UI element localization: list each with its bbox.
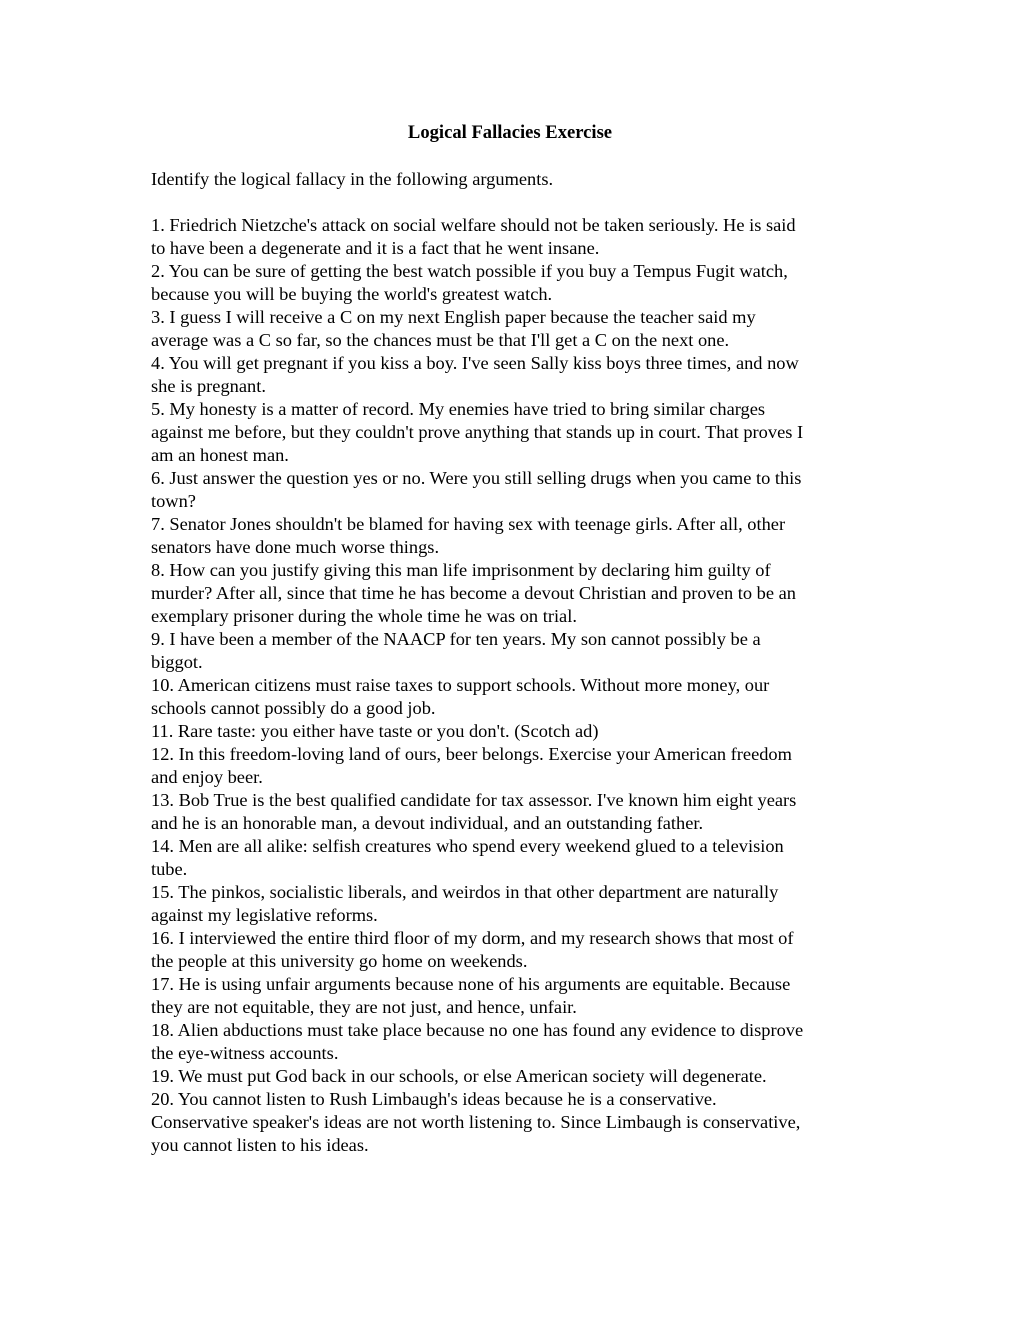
question-line: average was a C so far, so the chances must be that I'll get a C on the next one. <box>151 330 730 350</box>
question-line: 11. Rare taste: you either have taste or you don't. (Scotch ad) <box>151 721 599 741</box>
question-line: and he is an honorable man, a devout individual, and an outstanding father. <box>151 813 704 833</box>
question-line: schools cannot possibly do a good job. <box>151 698 436 718</box>
question-item <box>151 260 871 306</box>
question-item <box>151 352 871 398</box>
question-line: 3. I guess I will receive a C on my next English paper because the teacher said my <box>151 307 756 327</box>
question-item <box>151 789 871 835</box>
question-item <box>151 835 871 881</box>
question-item <box>151 214 871 260</box>
question-line: 17. He is using unfair arguments because none of his arguments are equitable. Because <box>151 974 791 994</box>
question-item <box>151 927 871 973</box>
question-line: because you will be buying the world's greatest watch. <box>151 284 553 304</box>
question-line: 7. Senator Jones shouldn't be blamed for having sex with teenage girls. After all, other <box>151 514 786 534</box>
question-line: you cannot listen to his ideas. <box>151 1135 369 1155</box>
question-line: 10. American citizens must raise taxes to support schools. Without more money, our <box>151 675 770 695</box>
question-line: 19. We must put God back in our schools, or else American society will degenerate. <box>151 1066 767 1086</box>
question-item <box>151 1065 871 1088</box>
question-line: 8. How can you justify giving this man life imprisonment by declaring him guilty of <box>151 560 771 580</box>
question-line: and enjoy beer. <box>151 767 263 787</box>
question-item <box>151 720 871 743</box>
question-line: 4. You will get pregnant if you kiss a boy. I've seen Sally kiss boys three times, and now <box>151 353 799 373</box>
question-line: 12. In this freedom-loving land of ours, beer belongs. Exercise your American freedom <box>151 744 792 764</box>
question-line: the eye-witness accounts. <box>151 1043 339 1063</box>
question-item <box>151 467 871 513</box>
question-item <box>151 881 871 927</box>
question-line: senators have done much worse things. <box>151 537 440 557</box>
question-line: 1. Friedrich Nietzche's attack on social welfare should not be taken seriously. He is said <box>151 215 796 235</box>
question-line: 20. You cannot listen to Rush Limbaugh's ideas because he is a conservative. <box>151 1089 717 1109</box>
page-title: Logical Fallacies Exercise <box>407 122 613 143</box>
question-line: 13. Bob True is the best qualified candidate for tax assessor. I've known him eight years <box>151 790 797 810</box>
question-item <box>151 973 871 1019</box>
question-line: exemplary prisoner during the whole time he was on trial. <box>151 606 577 626</box>
question-line: Conservative speaker's ideas are not worth listening to. Since Limbaugh is conservative, <box>151 1112 801 1132</box>
question-item <box>151 674 871 720</box>
question-item <box>151 513 871 559</box>
question-line: 14. Men are all alike: selfish creatures who spend every weekend glued to a television <box>151 836 784 856</box>
question-item <box>151 398 871 467</box>
question-line: am an honest man. <box>151 445 289 465</box>
question-line: the people at this university go home on weekends. <box>151 951 528 971</box>
question-item <box>151 1088 871 1157</box>
question-line: 15. The pinkos, socialistic liberals, and weirdos in that other department are naturally <box>151 882 779 902</box>
question-line: against my legislative reforms. <box>151 905 378 925</box>
question-line: biggot. <box>151 652 203 672</box>
question-item <box>151 306 871 352</box>
question-item <box>151 559 871 628</box>
instructions-text: Identify the logical fallacy in the following arguments. <box>151 169 554 189</box>
question-line: they are not equitable, they are not just, and hence, unfair. <box>151 997 577 1017</box>
question-line: 6. Just answer the question yes or no. Were you still selling drugs when you came to this <box>151 468 802 488</box>
question-line: murder? After all, since that time he has become a devout Christian and proven to be an <box>151 583 796 603</box>
question-line: 9. I have been a member of the NAACP for ten years. My son cannot possibly be a <box>151 629 761 649</box>
question-line: she is pregnant. <box>151 376 266 396</box>
question-line: 2. You can be sure of getting the best watch possible if you buy a Tempus Fugit watch, <box>151 261 788 281</box>
question-line: 16. I interviewed the entire third floor of my dorm, and my research shows that most of <box>151 928 794 948</box>
question-item <box>151 1019 871 1065</box>
question-line: 18. Alien abductions must take place because no one has found any evidence to disprove <box>151 1020 804 1040</box>
question-item <box>151 628 871 674</box>
question-line: 5. My honesty is a matter of record. My enemies have tried to bring similar charges <box>151 399 766 419</box>
question-item <box>151 743 871 789</box>
question-line: against me before, but they couldn't prove anything that stands up in court. That proves I <box>151 422 804 442</box>
question-line: town? <box>151 491 196 511</box>
question-line: tube. <box>151 859 188 879</box>
question-list <box>151 214 871 1157</box>
question-line: to have been a degenerate and it is a fact that he went insane. <box>151 238 600 258</box>
